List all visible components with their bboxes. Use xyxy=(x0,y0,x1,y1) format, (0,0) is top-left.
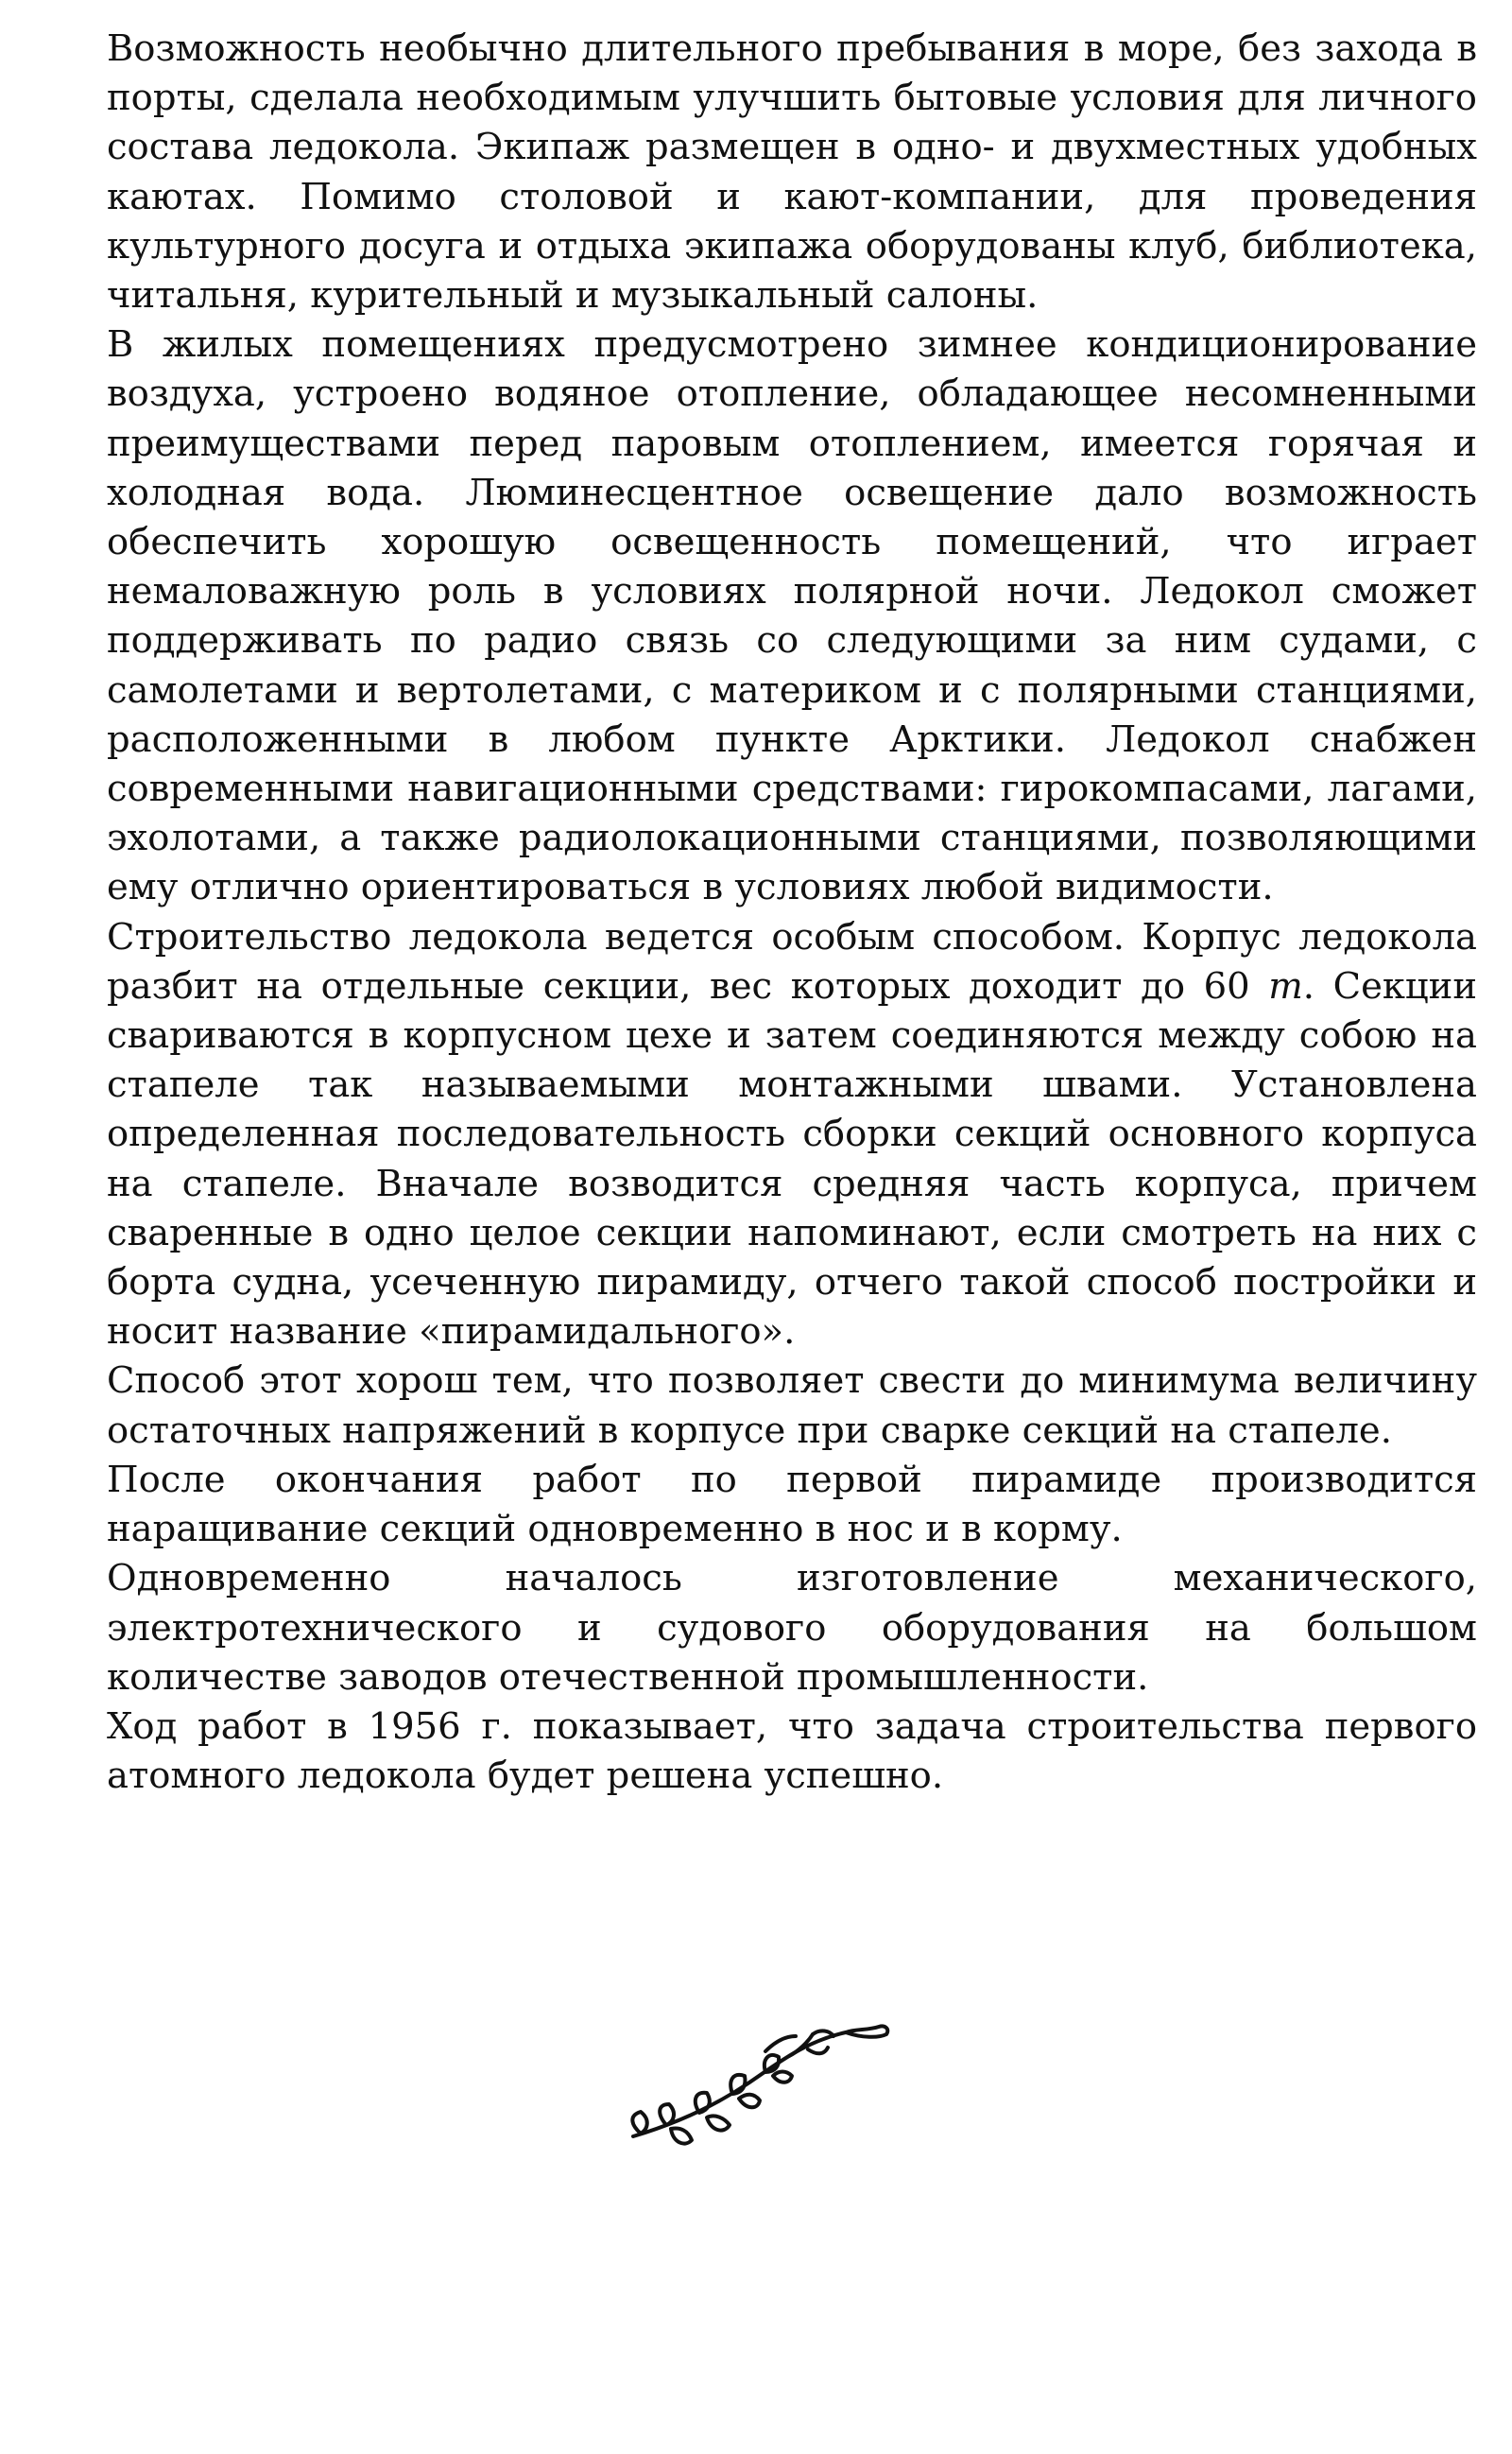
paragraph-3 xyxy=(107,913,1477,1357)
paragraph-7: Ход работ в 1956 г. показывает, что задача строительства первого атомного ледокола будет решена успешно. xyxy=(107,1704,1477,1798)
paragraph-6: Одновременно началось изготовление механического, электротехнического и судового оборудования на большом количестве заводов отечественной промышленности. xyxy=(107,1557,1477,1699)
laurel-branch-icon xyxy=(614,2013,898,2155)
paragraph-5: После окончания работ по первой пирамиде производится наращивание секций одновременно в нос и в корму. xyxy=(107,1458,1477,1551)
body-text xyxy=(107,25,1477,1801)
paragraph-4: Способ этот хорош тем, что позволяет свести до минимума величину остаточных напряжений в корпусе при сварке секций на стапеле. xyxy=(107,1359,1477,1452)
paragraph-2: В жилых помещениях предусмотрено зимнее кондиционирование воздуха, устроено водяное отопление, обладающее несомненными преимуществами перед паровым отоплением, имеется горячая и холодная вода. Люминесцентное освещение дало возможность обеспечить хорошую освещенность помещений, что играет немаловажную роль в условиях полярной ночи. Ледокол сможет поддерживать по радио связь со следующими за ним судами, с самолетами и вертолетами, с материком и с полярными станциями, расположенными в любом пункте Арктики. Ледокол снабжен современными навигационными средствами: гирокомпасами, лагами, эхолотами, а также радиолокационными станциями, позволяющими ему отлично ориентироваться в условиях любой видимости. xyxy=(107,323,1477,909)
unit-tonne: т xyxy=(1268,964,1303,1008)
paragraph-1: Возможность необычно длительного пребывания в море, без захода в порты, сделала необходимым улучшить бытовые условия для личного состава ледокола. Экипаж размещен в одно- и двухместных удобных каютах. Помимо столовой и кают-компании, для проведения культурного досуга и отдыха экипажа оборудованы клуб, библиотека, читальня, курительный и музыкальный салоны. xyxy=(107,27,1477,318)
paragraph-3-text-after: . Секции свариваются в корпусном цехе и затем соединяются между собою на стапеле так называемыми монтажными швами. Установлена определенная последовательность сборки секций основного корпуса на стапеле. Вначале возводится средняя часть корпуса, причем сваренные в одно целое секции напоминают, если смотреть на них с борта судна, усеченную пирамиду, отчего такой способ постройки и носит название «пирамидального». xyxy=(107,964,1477,1354)
paragraph-3-text-before: Строительство ледокола ведется особым способом. Корпус ледокола разбит на отдельные секции, вес которых доходит до 60 xyxy=(107,915,1477,1008)
